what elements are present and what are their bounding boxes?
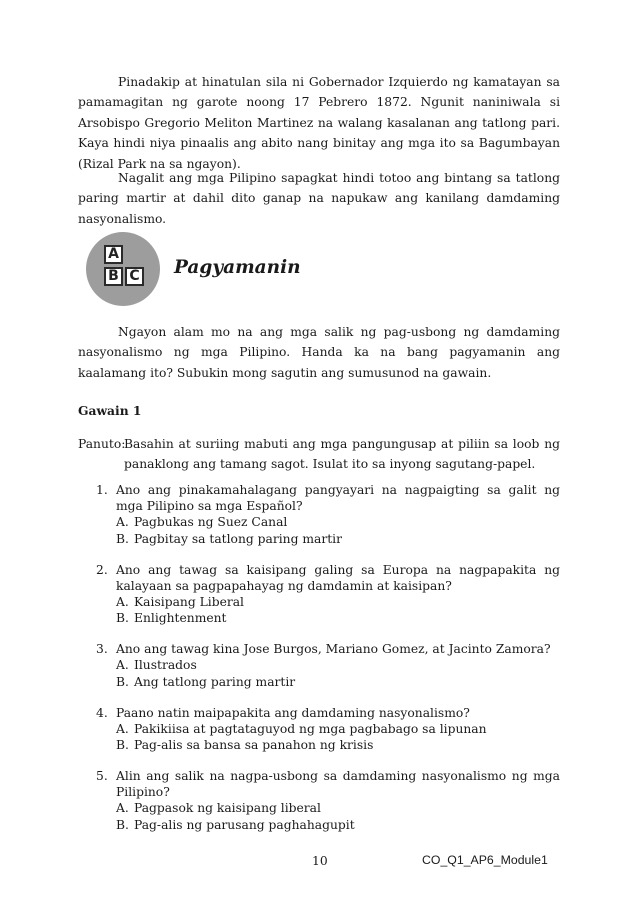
paragraph-intro: Ngayon alam mo na ang mga salik ng pag-usbong ng damdaming nasyonalismo ng mga Pilipino. Handa ka na bang pagyamanin ang kaalamang ito? Subukin mong sagutin ang sumusunod na gawain. bbox=[78, 325, 560, 380]
question-item bbox=[96, 482, 560, 547]
paragraph-nationalism: Nagalit ang mga Pilipino sapagkat hindi totoo ang bintang sa tatlong paring martir at dahil dito ganap na napukaw ang kanilang damdaming nasyonalismo. bbox=[78, 171, 560, 226]
section-title: Pagyamanin bbox=[174, 257, 301, 278]
question-number: 5. bbox=[96, 769, 108, 784]
option-text: Pag-alis ng parusang paghahagupit bbox=[134, 817, 355, 832]
page-number: 10 bbox=[312, 854, 328, 868]
question-item bbox=[96, 768, 560, 833]
option-text: Pag-alis sa bansa sa panahon ng krisis bbox=[134, 738, 374, 753]
block-letter-b: B bbox=[104, 267, 123, 286]
option-letter: A. bbox=[116, 515, 129, 530]
question-list bbox=[96, 482, 560, 848]
option-letter: B. bbox=[116, 817, 129, 832]
option-letter: B. bbox=[116, 531, 129, 546]
answer-option bbox=[116, 610, 560, 626]
question-text: Ano ang pinakamahalagang pangyayari na nagpaigting sa galit ng mga Pilipino sa mga Español? bbox=[116, 483, 560, 514]
question-number: 1. bbox=[96, 483, 108, 497]
directions bbox=[78, 434, 560, 475]
answer-option bbox=[116, 721, 560, 737]
activity-title: Gawain 1 bbox=[78, 403, 142, 418]
option-letter: B. bbox=[116, 674, 129, 689]
option-text: Kaisipang Liberal bbox=[134, 595, 244, 610]
abc-blocks-icon bbox=[86, 232, 160, 306]
answer-option bbox=[116, 657, 560, 673]
question-text: Ano ang tawag sa kaisipang galing sa Europa na nagpapakita ng kalayaan sa pagpapahayag ng damdamin at kaisipan? bbox=[116, 562, 560, 593]
option-text: Pagbukas ng Suez Canal bbox=[134, 515, 288, 530]
answer-option bbox=[116, 817, 560, 833]
option-letter: A. bbox=[116, 658, 129, 673]
question-text: Ano ang tawag kina Jose Burgos, Mariano Gomez, at Jacinto Zamora? bbox=[116, 642, 551, 657]
option-text: Pagpasok ng kaisipang liberal bbox=[134, 801, 321, 816]
question-number: 3. bbox=[96, 642, 108, 657]
directions-label: Panuto: bbox=[78, 437, 126, 451]
option-text: Ilustrados bbox=[134, 658, 197, 673]
option-text: Pakikiisa at pagtataguyod ng mga pagbabago sa lipunan bbox=[134, 721, 487, 736]
option-letter: A. bbox=[116, 801, 129, 816]
directions-text: Basahin at suriing mabuti ang mga pangungusap at piliin sa loob ng panaklong ang tamang sagot. Isulat ito sa inyong sagutang-papel. bbox=[124, 437, 560, 472]
option-text: Ang tatlong paring martir bbox=[134, 674, 296, 689]
answer-option bbox=[116, 800, 560, 816]
question-item bbox=[96, 562, 560, 627]
option-letter: B. bbox=[116, 738, 129, 753]
question-number: 2. bbox=[96, 562, 108, 577]
question-text: Paano natin maipapakita ang damdaming nasyonalismo? bbox=[116, 705, 470, 720]
question-number: 4. bbox=[96, 705, 108, 720]
block-letter-a: A bbox=[104, 245, 123, 264]
question-text: Alin ang salik na nagpa-usbong sa damdaming nasyonalismo ng mga Pilipino? bbox=[116, 769, 560, 800]
module-code: CO_Q1_AP6_Module1 bbox=[422, 853, 548, 867]
option-letter: A. bbox=[116, 595, 129, 610]
option-letter: B. bbox=[116, 611, 129, 626]
answer-option bbox=[116, 737, 560, 753]
answer-option bbox=[116, 531, 560, 547]
answer-option bbox=[116, 674, 560, 690]
question-item bbox=[96, 705, 560, 754]
option-letter: A. bbox=[116, 721, 129, 736]
answer-option bbox=[116, 514, 560, 530]
question-item bbox=[96, 641, 560, 690]
option-text: Enlightenment bbox=[134, 611, 227, 626]
answer-option bbox=[116, 594, 560, 610]
block-letter-c: C bbox=[125, 267, 144, 286]
paragraph-execution: Pinadakip at hinatulan sila ni Gobernador Izquierdo ng kamatayan sa pamamagitan ng garote noong 17 Pebrero 1872. Ngunit naniniwala si Arsobispo Gregorio Meliton Martinez na walang kasalanan ang tatlong pari. Kaya hindi niya pinaalis ang abito nang binitay ang mga ito sa Bagumbayan (Rizal Park na sa ngayon). bbox=[78, 75, 560, 171]
option-text: Pagbitay sa tatlong paring martir bbox=[134, 531, 342, 546]
